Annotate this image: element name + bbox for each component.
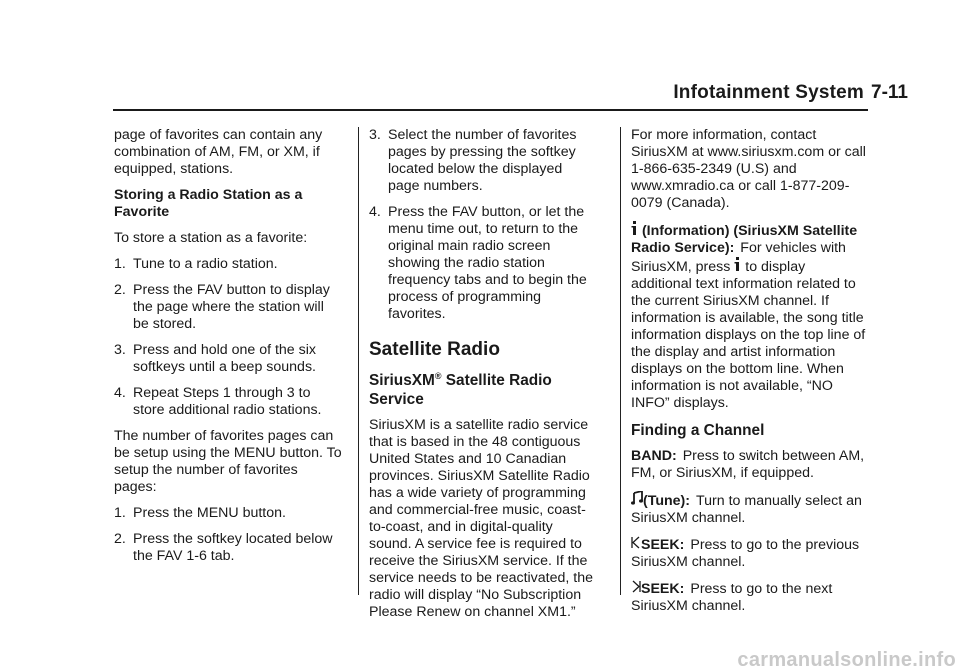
column-divider-1 xyxy=(358,127,359,595)
column-3 xyxy=(631,127,867,624)
info-icon xyxy=(631,221,638,240)
seek-previous-paragraph: SEEK: Press to go to the previous SiriusXM channel. xyxy=(631,537,860,570)
list-item: 3. Press and hold one of the six softkeys until a beep sounds. xyxy=(114,342,316,375)
seek-next-icon xyxy=(631,580,641,598)
band-paragraph: BAND: Press to switch between AM, FM, or SiriusXM, if equipped. xyxy=(631,448,865,481)
watermark: carmanualsonline.info xyxy=(737,649,956,671)
list-item: 4. Repeat Steps 1 through 3 to store additional radio stations. xyxy=(114,385,322,418)
info-paragraph: (Information) (SiriusXM Satellite Radio Service): For vehicles with SiriusXM, press to display additional text information related to the current SiriusXM channel. If information is available, the song title information displays on the top line of the display and artist information displays on the bottom line. When information is not available, “NO INFO” displays. xyxy=(631,223,866,411)
tune-paragraph: (Tune): Turn to manually select an SiriusXM channel. xyxy=(631,493,862,526)
list-item: 4. Press the FAV button, or let the menu time out, to return to the original main radio screen showing the radio station frequency tabs and to begin the process of programming favorites. xyxy=(369,204,587,322)
column-divider-2 xyxy=(620,127,621,595)
page-header xyxy=(0,0,960,112)
seek-previous-icon xyxy=(631,536,641,554)
list-item: 1. Tune to a radio station. xyxy=(114,256,278,272)
info-term: (Information) (SiriusXM Satellite Radio Service): xyxy=(631,223,858,256)
list-item: 3. Select the number of favorites pages by pressing the softkey located below the displayed page numbers. xyxy=(369,127,577,194)
list-item: 1. Press the MENU button. xyxy=(114,505,286,521)
list-item: 2. Press the FAV button to display the page where the station will be stored. xyxy=(114,282,330,332)
music-note-icon xyxy=(631,491,643,510)
seek-next-paragraph: SEEK: Press to go to the next SiriusXM channel. xyxy=(631,581,833,614)
storing-lead: To store a station as a favorite: xyxy=(114,230,308,246)
contact-paragraph: For more information, contact SiriusXM at www.siriusxm.com or call 1-866-635-2349 (U.S) and www.xmradio.ca or call 1-877-209-0079 (Canada). xyxy=(631,127,866,211)
siriusxm-body: SiriusXM is a satellite radio service that is based in the 48 contiguous United States and 10 Canadian provinces. SiriusXM Satellite Radio has a wide variety of programming and commercial-free music, coast-to-coast, and in digital-quality sound. A service fee is required to receive the SiriusXM service. If the service needs to be reactivated, the radio will display “No Subscription Please Renew on channel XM1.” xyxy=(369,417,593,620)
list-item: 2. Press the softkey located below the FAV 1-6 tab. xyxy=(114,531,333,564)
info-icon xyxy=(734,257,741,276)
finding-channel-heading: Finding a Channel xyxy=(631,422,765,439)
section-title: Infotainment System xyxy=(673,82,864,103)
siriusxm-service-heading: SiriusXM® Satellite Radio Service xyxy=(369,371,552,408)
storing-heading: Storing a Radio Station as a Favorite xyxy=(114,187,303,220)
favorites-pages-paragraph: The number of favorites pages can be setup using the MENU button. To setup the number of favorites pages: xyxy=(114,428,342,495)
intro-paragraph: page of favorites can contain any combination of AM, FM, or XM, if equipped, stations. xyxy=(114,127,323,177)
column-1 xyxy=(114,127,342,574)
page-number: 7-11 xyxy=(871,82,908,103)
column-2 xyxy=(369,127,597,630)
satellite-radio-heading: Satellite Radio xyxy=(369,339,500,360)
header-rule xyxy=(113,109,868,111)
